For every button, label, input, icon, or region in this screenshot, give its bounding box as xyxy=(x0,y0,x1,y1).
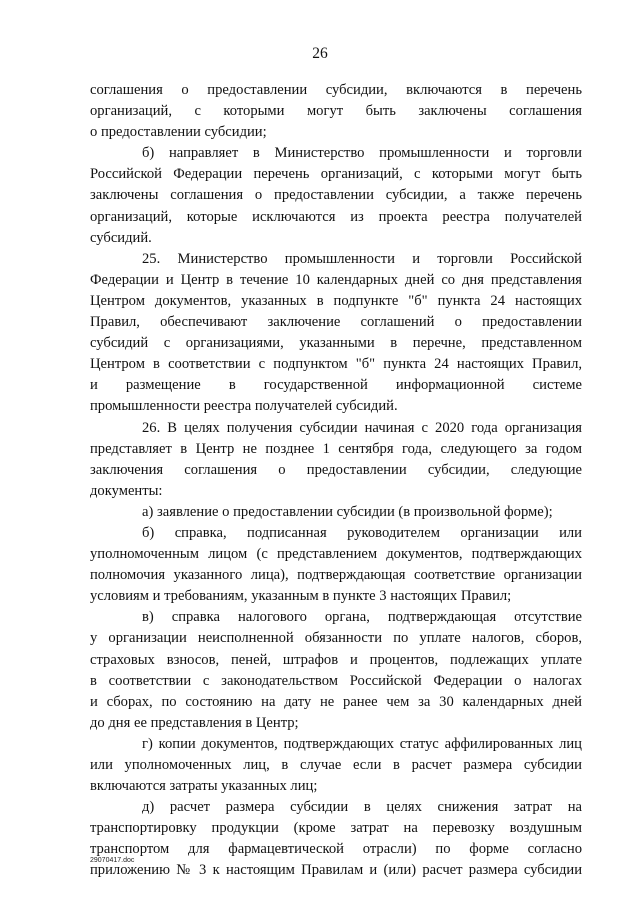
text-line: страховых взносов, пеней, штрафов и процентов, подлежащих уплате xyxy=(90,651,582,668)
text-line: у организации неисполненной обязанности по уплате налогов, сборов, xyxy=(90,630,582,647)
text-line: и сборах, по состоянию на дату не ранее чем за 30 календарных дней xyxy=(90,693,582,710)
text-line: б) справка, подписанная руководителем организации или xyxy=(142,524,582,541)
text-line: 25. Министерство промышленности и торговли Российской xyxy=(142,250,582,267)
text-line: субсидий. xyxy=(90,229,152,246)
text-line: субсидий с организациями, указанными в перечне, представленном xyxy=(90,335,582,352)
text-line: соглашения о предоставлении субсидии, включаются в перечень xyxy=(90,82,582,98)
text-line: о предоставлении субсидии; xyxy=(90,124,267,141)
footer-filename: 29070417.doc xyxy=(90,857,135,864)
paragraph xyxy=(90,143,582,248)
text-line: документы: xyxy=(90,482,163,499)
paragraph xyxy=(90,523,582,607)
text-line: или уполномоченных лиц, в случае если в расчет размера субсидии xyxy=(90,757,582,773)
text-line: б) направляет в Министерство промышленности и торговли xyxy=(142,145,582,162)
paragraph xyxy=(90,80,582,143)
text-line: Российской Федерации перечень организаций, с которыми могут быть xyxy=(90,166,582,183)
text-line: Федерации и Центр в течение 10 календарных дней со дня представления xyxy=(90,271,582,288)
text-line: в соответствии с законодательством Российской Федерации о налогах xyxy=(90,672,582,689)
text-line: 26. В целях получения субсидии начиная с 2020 года организация xyxy=(142,419,582,436)
text-line: Центром документов, указанных в подпункте "б" пункта 24 настоящих xyxy=(90,292,582,309)
paragraph xyxy=(90,797,582,881)
paragraph xyxy=(90,607,582,734)
text-line: и размещение в государственной информационной системе xyxy=(90,377,582,394)
text-line: в) справка налогового органа, подтверждающая отсутствие xyxy=(142,609,582,626)
text-line: г) копии документов, подтверждающих статус аффилированных лиц xyxy=(142,735,582,752)
document-body xyxy=(90,80,582,882)
text-line: приложению № 3 к настоящим Правилам и (или) расчет размера субсидии xyxy=(90,862,582,879)
paragraph xyxy=(90,502,582,523)
text-line: до дня ее представления в Центр; xyxy=(90,714,299,731)
text-line: Правил, обеспечивают заключение соглашений о предоставлении xyxy=(90,314,582,331)
paragraph xyxy=(90,418,582,502)
text-line: заключены соглашения о предоставлении субсидии, а также перечень xyxy=(90,187,582,204)
text-line: а) заявление о предоставлении субсидии (в произвольной форме); xyxy=(142,503,553,520)
text-line: заключения соглашения о предоставлении субсидии, следующие xyxy=(90,461,582,478)
text-line: Центром в соответствии с подпунктом "б" пункта 24 настоящих Правил, xyxy=(90,356,582,373)
paragraph xyxy=(90,734,582,797)
text-line: включаются затраты указанных лиц; xyxy=(90,778,318,795)
text-line: уполномоченным лицом (с представлением документов, подтверждающих xyxy=(90,546,582,563)
text-line: условиям и требованиям, указанным в пункте 3 настоящих Правил; xyxy=(90,588,512,605)
text-line: представляет в Центр не позднее 1 сентября года, следующего за годом xyxy=(90,440,582,457)
paragraph xyxy=(90,249,582,418)
text-line: транспортировку продукции (кроме затрат на перевозку воздушным xyxy=(90,820,582,837)
page-number: 26 xyxy=(312,45,328,62)
text-line: полномочия указанного лица), подтверждающая соответствие организации xyxy=(90,567,582,584)
text-line: транспортом для фармацевтической отрасли) по форме согласно xyxy=(90,841,582,858)
text-line: промышленности реестра получателей субсидий. xyxy=(90,398,398,415)
text-line: д) расчет размера субсидии в целях снижения затрат на xyxy=(142,799,582,816)
text-line: организаций, с которыми могут быть заключены соглашения xyxy=(90,103,582,120)
text-line: организаций, которые исключаются из проекта реестра получателей xyxy=(90,208,582,225)
